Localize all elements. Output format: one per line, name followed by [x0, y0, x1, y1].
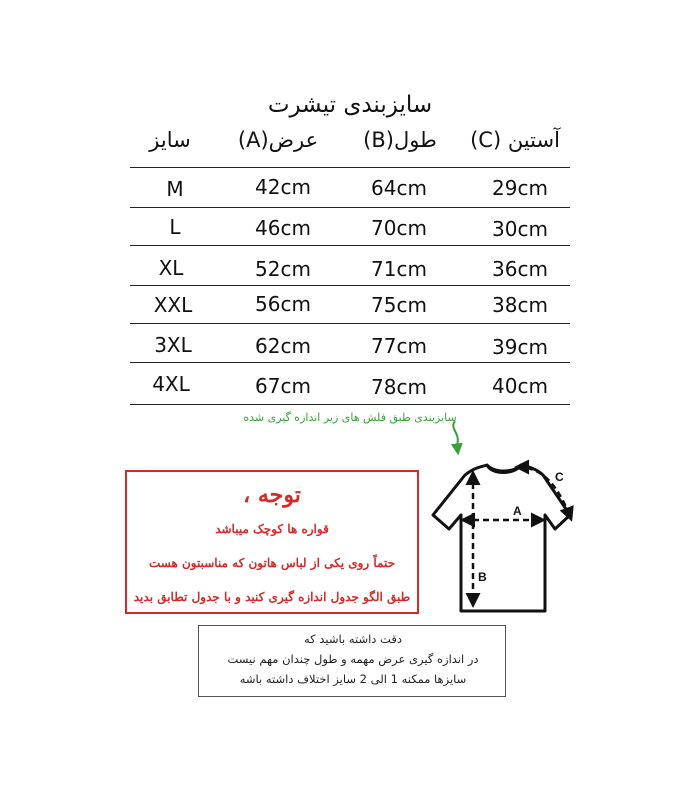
- row-divider: [130, 362, 570, 363]
- cell-width: 52cm: [255, 257, 311, 281]
- cell-size: L: [169, 215, 181, 239]
- header-sleeve: آستین (C): [470, 128, 560, 152]
- page-title: سایزبندی تیشرت: [267, 92, 433, 118]
- attention-line: طبق الگو جدول اندازه گیری کنید و با جدول تطابق بدید: [133, 590, 411, 604]
- cell-width: 67cm: [255, 374, 311, 398]
- row-divider: [130, 245, 570, 246]
- tip-line: دقت داشته باشید که: [304, 632, 402, 646]
- cell-size: XL: [158, 256, 184, 280]
- header-width: عرض(A): [237, 128, 319, 152]
- measurement-note: سایزبندی طبق فلش های زیر اندازه گیری شده: [243, 411, 457, 424]
- attention-line: قواره ها کوچک میباشد: [215, 522, 329, 536]
- cell-length: 64cm: [371, 176, 427, 200]
- attention-box: [125, 470, 419, 614]
- header-size: سایز: [149, 128, 191, 152]
- pointer-arrow-icon: [453, 421, 458, 453]
- label-c: C: [555, 470, 564, 484]
- attention-title: توجه ،: [243, 482, 301, 508]
- tip-box: [198, 625, 506, 697]
- cell-length: 77cm: [371, 334, 427, 358]
- row-divider: [130, 167, 570, 168]
- cell-sleeve: 36cm: [492, 257, 548, 281]
- cell-sleeve: 40cm: [492, 374, 548, 398]
- label-a: A: [513, 504, 522, 518]
- cell-size: XXL: [153, 293, 193, 317]
- cell-size: 3XL: [154, 333, 192, 357]
- cell-width: 56cm: [255, 292, 311, 316]
- row-divider: [130, 323, 570, 324]
- row-divider: [130, 207, 570, 208]
- cell-size: 4XL: [152, 372, 190, 396]
- cell-sleeve: 38cm: [492, 293, 548, 317]
- cell-sleeve: 29cm: [492, 176, 548, 200]
- cell-width: 46cm: [255, 216, 311, 240]
- cell-length: 75cm: [371, 293, 427, 317]
- cell-length: 78cm: [371, 375, 427, 399]
- tshirt-diagram: [425, 415, 585, 620]
- cell-sleeve: 30cm: [492, 217, 548, 241]
- header-length: طول(B): [363, 128, 437, 152]
- row-divider: [130, 285, 570, 286]
- label-b: B: [478, 570, 487, 584]
- cell-length: 71cm: [371, 257, 427, 281]
- row-divider: [130, 404, 570, 405]
- attention-line: حتماً روی یکی از لباس هاتون که مناسبتون هست: [148, 556, 396, 570]
- tip-line: سایزها ممکنه 1 الی 2 سایز اختلاف داشته باشه: [239, 672, 467, 686]
- cell-size: M: [166, 177, 184, 201]
- cell-width: 42cm: [255, 175, 311, 199]
- cell-sleeve: 39cm: [492, 335, 548, 359]
- cell-length: 70cm: [371, 216, 427, 240]
- cell-width: 62cm: [255, 334, 311, 358]
- tshirt-outline: [433, 465, 570, 611]
- tip-line: در اندازه گیری عرض مهمه و طول چندان مهم نیست: [227, 652, 479, 666]
